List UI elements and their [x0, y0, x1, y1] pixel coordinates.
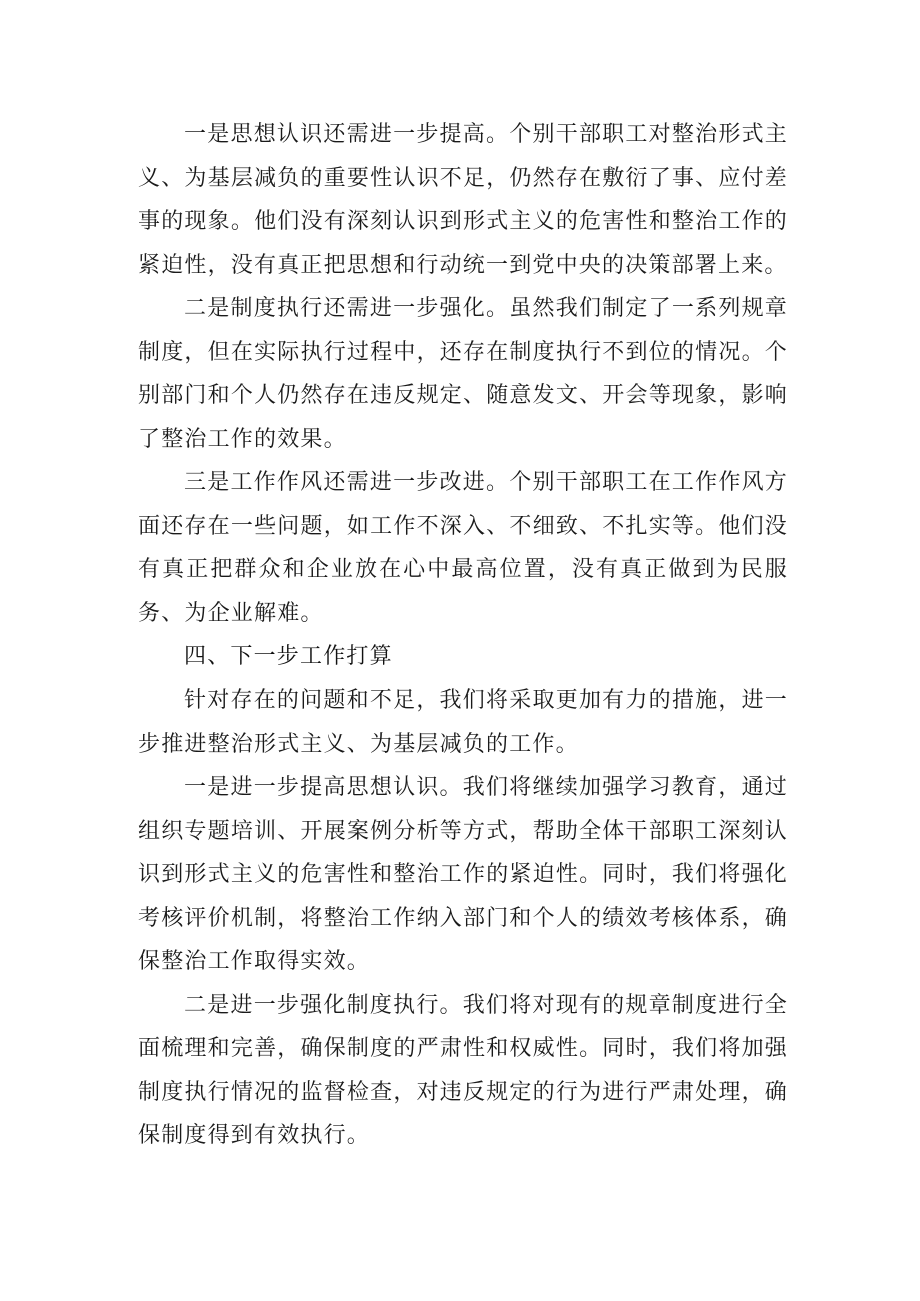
paragraph-improve-awareness: 一是进一步提高思想认识。我们将继续加强学习教育，通过组织专题培训、开展案例分析等方式，帮助全体干部职工深刻认识到形式主义的危害性和整治工作的紧迫性。同时，我们将强化考核评价机制，将整治工作纳入部门和个人的绩效考核体系，确保整治工作取得实效。 [138, 775, 788, 974]
section-heading-next-steps: 四、下一步工作打算 [184, 644, 393, 669]
document-body [138, 113, 788, 1158]
paragraph-strengthen-execution: 二是进一步强化制度执行。我们将对现有的规章制度进行全面梳理和完善，确保制度的严肃性和权威性。同时，我们将加强制度执行情况的监督检查，对违反规定的行为进行严肃处理，确保制度得到有效执行。 [138, 992, 788, 1148]
paragraph-work-style: 三是工作作风还需进一步改进。个别干部职工在工作作风方面还存在一些问题，如工作不深入、不细致、不扎实等。他们没有真正把群众和企业放在心中最高位置，没有真正做到为民服务、为企业解难。 [138, 470, 788, 626]
paragraph-thinking-awareness: 一是思想认识还需进一步提高。个别干部职工对整治形式主义、为基层减负的重要性认识不足，仍然存在敷衍了事、应付差事的现象。他们没有深刻认识到形式主义的危害性和整治工作的紧迫性，没有真正把思想和行动统一到党中央的决策部署上来。 [138, 122, 788, 278]
paragraph-system-execution: 二是制度执行还需进一步强化。虽然我们制定了一系列规章制度，但在实际执行过程中，还存在制度执行不到位的情况。个别部门和个人仍然存在违反规定、随意发文、开会等现象，影响了整治工作的效果。 [138, 296, 788, 452]
paragraph-next-steps-intro: 针对存在的问题和不足，我们将采取更加有力的措施，进一步推进整治形式主义、为基层减负的工作。 [138, 688, 788, 757]
